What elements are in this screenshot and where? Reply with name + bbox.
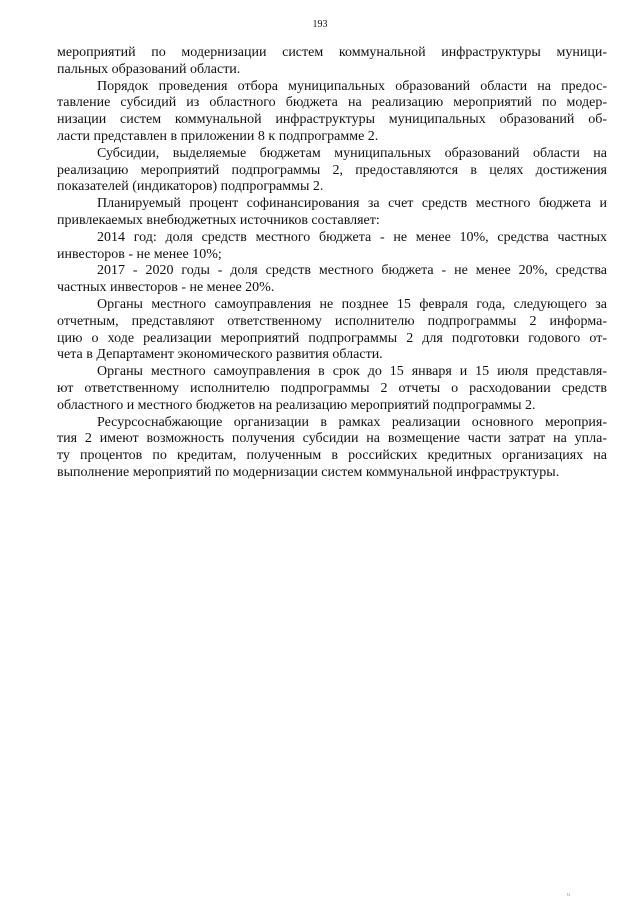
text-line: низации систем коммунальной инфраструктуры муниципальных образований об- xyxy=(57,112,607,128)
document-body xyxy=(57,45,607,482)
corner-mark: u xyxy=(567,892,570,898)
text-line: цию о ходе реализации мероприятий подпрограммы 2 для подготовки годового от- xyxy=(57,330,607,346)
text-line: ют ответственному исполнителю подпрограммы 2 отчеты о расходовании средств xyxy=(57,380,607,396)
text-line: ту процентов по кредитам, полученным в российских кредитных организациях на xyxy=(57,448,607,464)
text-line: частных инвесторов - не менее 20%. xyxy=(57,280,275,296)
text-line: областного и местного бюджетов на реализацию мероприятий подпрограммы 2. xyxy=(57,397,536,413)
text-line: Субсидии, выделяемые бюджетам муниципальных образований области на xyxy=(97,145,607,161)
text-line: выполнение мероприятий по модернизации систем коммунальной инфраструктуры. xyxy=(57,464,560,480)
text-line: Ресурсоснабжающие организации в рамках реализации основного мероприя- xyxy=(97,414,607,430)
text-line: тия 2 имеют возможность получения субсидии на возмещение части затрат на упла- xyxy=(57,431,607,447)
text-line: отчетным, представляют ответственному исполнителю подпрограммы 2 информа- xyxy=(57,313,607,329)
text-line: ласти представлен в приложении 8 к подпрограмме 2. xyxy=(57,128,379,144)
page-number: 193 xyxy=(312,19,328,30)
text-line: реализацию мероприятий подпрограммы 2, предоставляются в целях достижения xyxy=(57,162,607,178)
text-line: привлекаемых внебюджетных источников составляет: xyxy=(57,212,380,228)
text-line: 2017 - 2020 годы - доля средств местного бюджета - не менее 20%, средства xyxy=(97,263,607,279)
text-line: мероприятий по модернизации систем коммунальной инфраструктуры муници- xyxy=(57,45,607,60)
text-line: Органы местного самоуправления не позднее 15 февраля года, следующего за xyxy=(97,296,607,312)
text-line: Порядок проведения отбора муниципальных образований области на предос- xyxy=(97,78,607,94)
text-line: показателей (индикаторов) подпрограммы 2. xyxy=(57,179,324,195)
text-line: Планируемый процент софинансирования за счет средств местного бюджета и xyxy=(97,196,607,212)
text-line: тавление субсидий из областного бюджета на реализацию мероприятий по модер- xyxy=(57,95,607,111)
text-line: инвесторов - не менее 10%; xyxy=(57,246,222,262)
text-line: пальных образований области. xyxy=(57,61,241,77)
text-line: Органы местного самоуправления в срок до 15 января и 15 июля представля- xyxy=(97,364,607,380)
text-line: чета в Департамент экономического развития области. xyxy=(57,347,383,363)
text-line: 2014 год: доля средств местного бюджета - не менее 10%, средства частных xyxy=(97,229,607,245)
